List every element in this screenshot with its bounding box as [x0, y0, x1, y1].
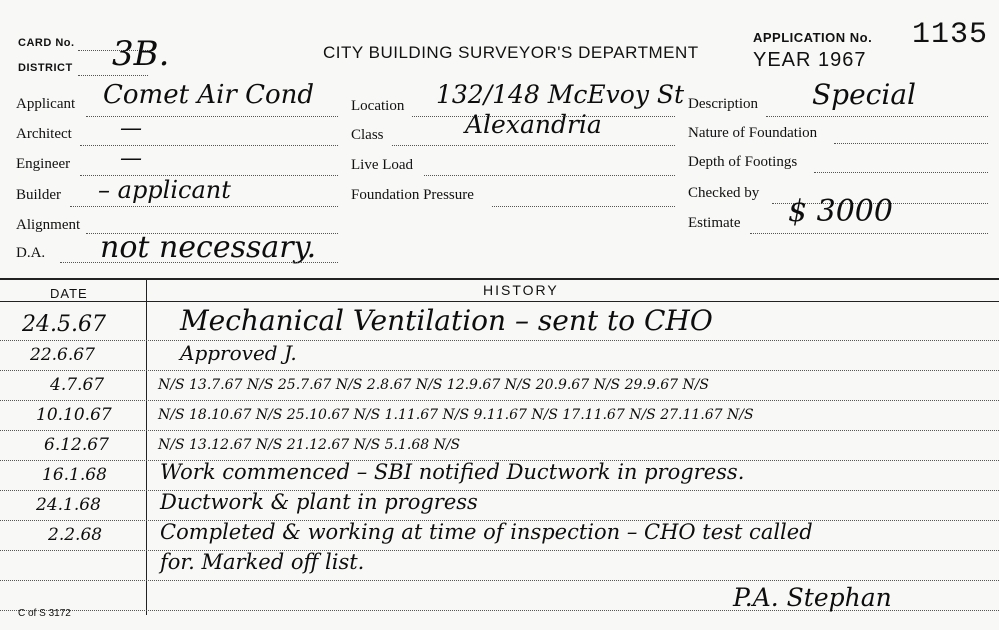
department-title: CITY BUILDING SURVEYOR'S DEPARTMENT [323, 43, 699, 62]
builder-value: – applicant [98, 176, 231, 204]
history-entry: Work commenced – SBI notified Ductwork in progress. [160, 460, 745, 484]
architect-value: — [120, 116, 142, 141]
form-code: C of S 3172 [18, 608, 71, 619]
history-entry: N/S 13.7.67 N/S 25.7.67 N/S 2.8.67 N/S 12.9.67 N/S 20.9.67 N/S 29.9.67 N/S [158, 377, 710, 393]
history-date: 24.5.67 [22, 312, 106, 337]
engineer-value: — [120, 146, 142, 171]
class-label: Class [351, 127, 384, 143]
year: YEAR 1967 [753, 49, 867, 71]
history-entry: Mechanical Ventilation – sent to CHO [180, 304, 713, 337]
depth-of-footings-label: Depth of Footings [688, 154, 798, 170]
history-entry: N/S 13.12.67 N/S 21.12.67 N/S 5.1.68 N/S [158, 437, 461, 453]
estimate-label: Estimate [688, 215, 741, 231]
foundation-pressure-label: Foundation Pressure [351, 187, 474, 203]
section-divider [0, 278, 999, 280]
location-value: 132/148 McEvoy St [436, 80, 685, 109]
history-date: 4.7.67 [50, 375, 105, 395]
architect-label: Architect [16, 126, 72, 142]
history-date: 6.12.67 [44, 435, 109, 455]
history-date: 24.1.68 [36, 495, 101, 515]
builder-label: Builder [16, 187, 61, 203]
card-no-label: CARD No. [18, 37, 75, 49]
checked-by-label: Checked by [688, 185, 760, 201]
da-value: not necessary. [100, 230, 317, 265]
district-label: DISTRICT [18, 62, 73, 74]
history-column-header: HISTORY [483, 282, 559, 298]
location-label: Location [351, 98, 405, 114]
application-no-label: APPLICATION No. [753, 30, 873, 45]
header-underline [0, 301, 999, 302]
history-entry: Approved J. [180, 341, 297, 365]
description-value: Special [812, 78, 916, 111]
history-entry: N/S 18.10.67 N/S 25.10.67 N/S 1.11.67 N/S 9.11.67 N/S 17.11.67 N/S 27.11.67 N/S [158, 407, 754, 423]
estimate-value: $ 3000 [788, 194, 893, 229]
description-label: Description [688, 96, 758, 112]
date-column-divider [146, 280, 147, 615]
engineer-label: Engineer [16, 156, 71, 172]
history-entry: Ductwork & plant in progress [160, 490, 478, 514]
inspector-signature: P.A. Stephan [733, 583, 892, 612]
alignment-label: Alignment [16, 217, 81, 233]
history-date: 10.10.67 [36, 405, 112, 425]
district-value: 3B. [112, 34, 170, 74]
live-load-label: Live Load [351, 157, 414, 173]
applicant-label: Applicant [16, 96, 76, 112]
history-entry: Completed & working at time of inspection – CHO test called [160, 520, 813, 544]
applicant-value: Comet Air Cond [103, 80, 315, 110]
history-date: 16.1.68 [42, 465, 107, 485]
nature-of-foundation-label: Nature of Foundation [688, 125, 818, 141]
history-date: 22.6.67 [30, 345, 95, 365]
history-entry: for. Marked off list. [160, 550, 365, 574]
da-label: D.A. [16, 245, 46, 261]
date-column-header: DATE [50, 286, 88, 301]
class-value: Alexandria [465, 110, 602, 139]
history-date: 2.2.68 [48, 525, 103, 545]
application-no: 1135 [912, 18, 989, 52]
